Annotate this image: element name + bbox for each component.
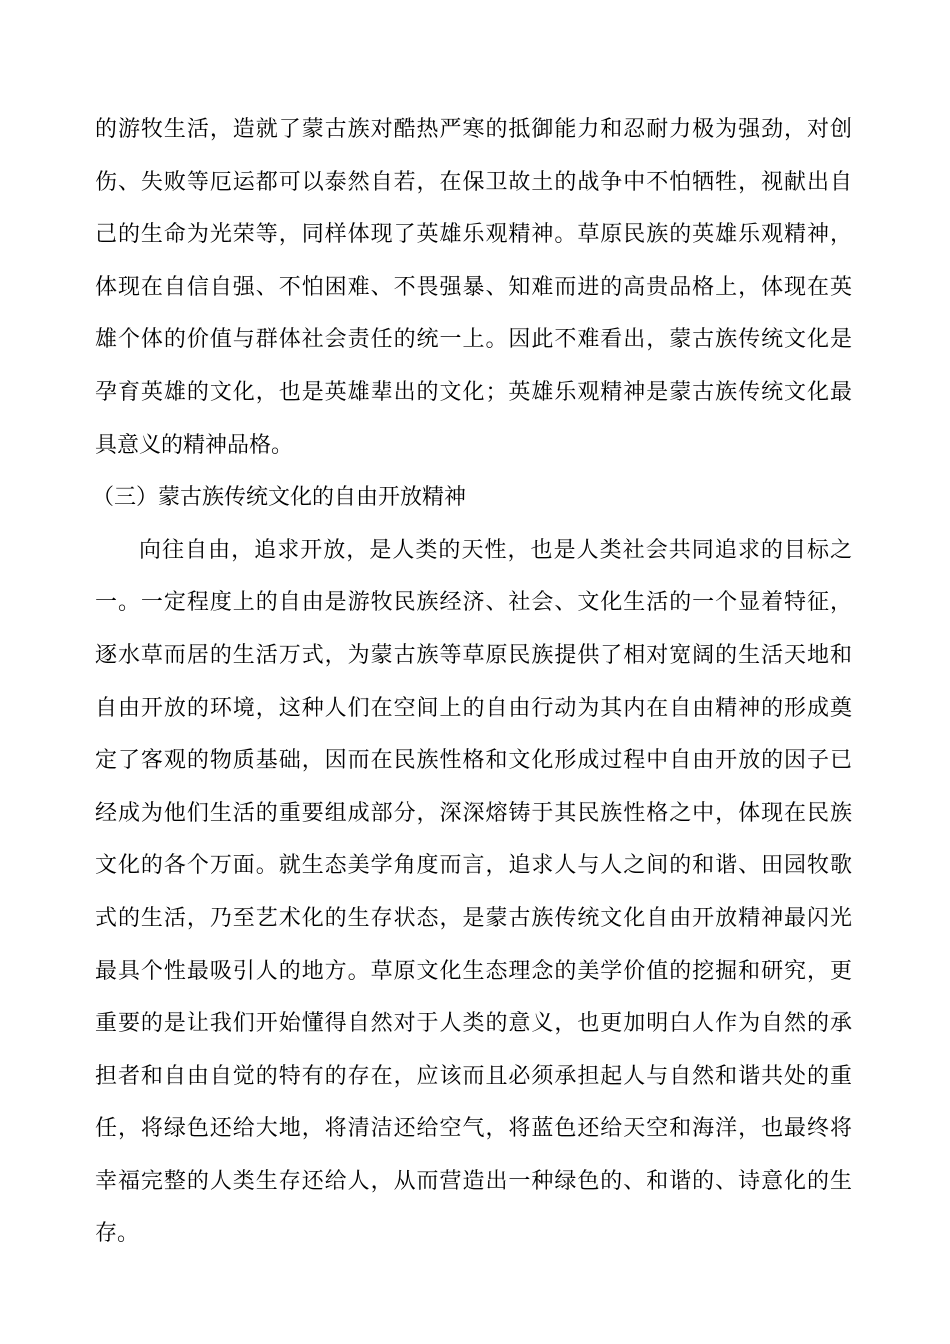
- text-line: 重要的是让我们开始懂得自然对于人类的意义，也更加明白人作为自然的承: [95, 1011, 852, 1037]
- paragraph-freedom-openness: [95, 525, 852, 1261]
- text-line: 存。: [95, 1221, 140, 1247]
- text-line: 式的生活，乃至艺术化的生存状态，是蒙古族传统文化自由开放精神最闪光: [95, 905, 852, 931]
- section-heading: （三）蒙古族传统文化的自由开放精神: [92, 485, 467, 511]
- body-text: [92, 104, 852, 1261]
- text-line: 向往自由，追求开放，是人类的天性，也是人类社会共同追求的目标之: [139, 537, 852, 563]
- text-line: 自由开放的环境，这种人们在空间上的自由行动为其内在自由精神的形成奠: [95, 695, 852, 721]
- text-line: 具意义的精神品格。: [95, 432, 294, 458]
- text-line: 一。一定程度上的自由是游牧民族经济、社会、文化生活的一个显着特征，: [95, 590, 852, 616]
- text-line: 孕育英雄的文化，也是英雄辈出的文化；英雄乐观精神是蒙古族传统文化最: [95, 379, 852, 405]
- text-line: 幸福完整的人类生存还给人，从而营造出一种绿色的、和谐的、诗意化的生: [95, 1168, 852, 1194]
- text-line: 经成为他们生活的重要组成部分，深深熔铸于其民族性格之中，体现在民族: [95, 800, 852, 826]
- text-line: 文化的各个万面。就生态美学角度而言，追求人与人之间的和谐、田园牧歌: [95, 853, 852, 879]
- text-line: 体现在自信自强、不怕困难、不畏强暴、知难而进的高贵品格上，体现在英: [95, 274, 852, 300]
- text-line: 己的生命为光荣等，同样体现了英雄乐观精神。草原民族的英雄乐观精神，: [95, 222, 852, 248]
- text-line: 最具个性最吸引人的地方。草原文化生态理念的美学价值的挖掘和研究，更: [95, 958, 852, 984]
- text-line: 逐水草而居的生活万式，为蒙古族等草原民族提供了相对宽阔的生活天地和: [95, 642, 852, 668]
- text-line: 定了客观的物质基础，因而在民族性格和文化形成过程中自由开放的因子已: [95, 748, 852, 774]
- text-line: 雄个体的价值与群体社会责任的统一上。因此不难看出，蒙古族传统文化是: [95, 327, 852, 353]
- text-line: 的游牧生活，造就了蒙古族对酷热严寒的抵御能力和忍耐力极为强劲，对创: [95, 117, 852, 142]
- text-line: 任，将绿色还给大地，将清洁还给空气，将蓝色还给天空和海洋，也最终将: [95, 1116, 852, 1142]
- paragraph-heroic-optimism: [95, 104, 852, 472]
- text-line: 担者和自由自觉的特有的存在，应该而且必须承担起人与自然和谐共处的重: [95, 1063, 852, 1089]
- text-line: 伤、失败等厄运都可以泰然自若，在保卫故土的战争中不怕牺牲，视献出自: [95, 169, 852, 195]
